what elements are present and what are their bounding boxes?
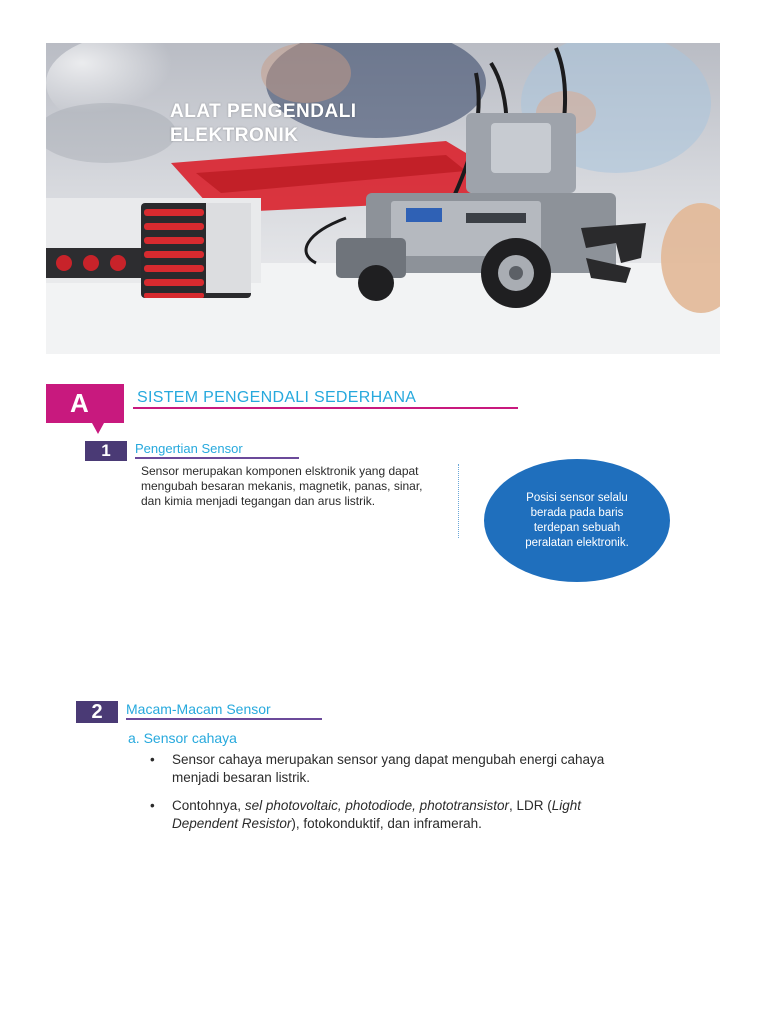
subsection-2-underline <box>126 718 322 720</box>
list-item <box>148 797 608 833</box>
hero-photo <box>46 43 720 354</box>
subsection-1-number: 1 <box>85 441 127 461</box>
sensor-definition: Sensor merupakan komponen elsktronik yang dapat mengubah besaran mekanis, magnetik, panas, sinar, dan kimia menjadi tegangan dan arus listrik. <box>141 464 423 508</box>
list-item <box>148 751 608 787</box>
section-a-title: SISTEM PENGENDALI SEDERHANA <box>137 389 417 406</box>
sensor-cahaya-heading: a. Sensor cahaya <box>128 730 237 746</box>
bullet-2-suffix: ), fotokonduktif, dan inframerah. <box>291 816 482 831</box>
subsection-2-title: Macam-Macam Sensor <box>126 701 271 717</box>
sensor-cahaya-list <box>148 751 608 843</box>
section-a-underline <box>133 407 518 409</box>
callout-text: Posisi sensor selalu berada pada baris terdepan sebuah peralatan elektronik. <box>525 491 629 549</box>
section-a-letter: A <box>70 388 89 418</box>
bullet-2-prefix: Contohnya, <box>172 798 245 813</box>
robot-photo-illustration <box>46 43 720 354</box>
subsection-2-number: 2 <box>76 701 118 723</box>
callout-bubble <box>484 459 670 582</box>
hero-title-line2: ELEKTRONIK <box>170 125 299 146</box>
hero-title <box>170 100 357 148</box>
bullet-icon: • <box>150 798 155 813</box>
bullet-2-mid: , LDR ( <box>509 798 552 813</box>
subsection-1-title: Pengertian Sensor <box>135 441 243 456</box>
bullet-icon: • <box>150 752 155 767</box>
dotted-divider <box>458 464 459 538</box>
subsection-1-underline <box>135 457 299 459</box>
bullet-2-examples: sel photovoltaic, photodiode, phototransistor <box>244 798 509 813</box>
section-a-badge <box>46 384 124 423</box>
bullet-1-text: Sensor cahaya merupakan sensor yang dapat mengubah energi cahaya menjadi besaran listrik. <box>172 752 605 785</box>
hero-title-line1: ALAT PENGENDALI <box>170 101 357 122</box>
bullet-2-ldr-expansion: Light Dependent Resistor <box>172 798 582 831</box>
